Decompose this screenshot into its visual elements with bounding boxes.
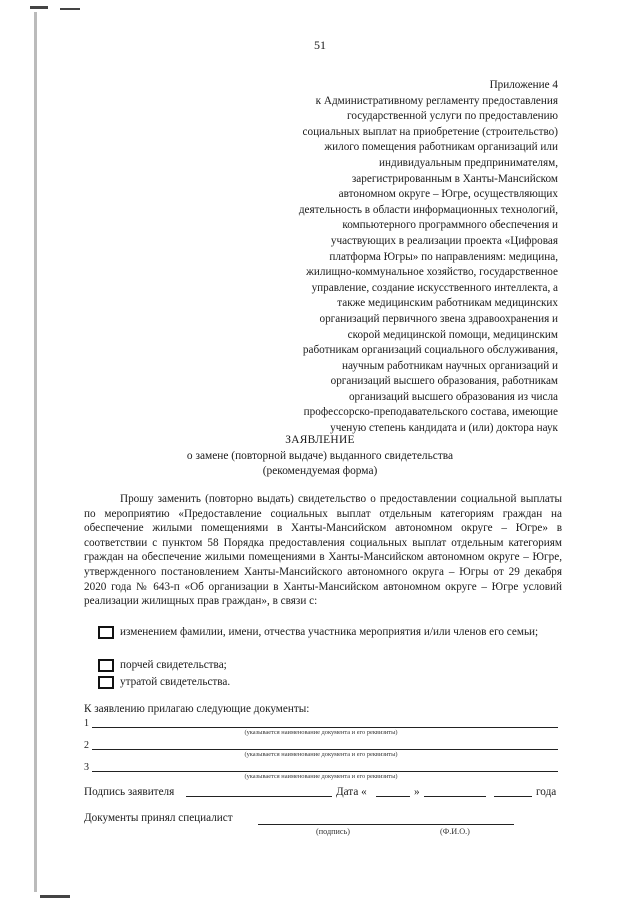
year-label: года <box>536 786 557 798</box>
appendix-line: организаций высшего образования из числа <box>348 390 558 403</box>
appendix-line: индивидуальным предпринимателям, <box>379 156 558 169</box>
option-label: изменением фамилии, имени, отчества участника мероприятия и/или членов его семьи; <box>120 626 539 638</box>
appendix-line: ученую степень кандидата и (или) доктора наук <box>330 422 558 435</box>
document-input-line[interactable] <box>92 771 558 772</box>
appendix-line: жилого помещения работникам организаций или <box>324 141 558 154</box>
option-damage[interactable] <box>98 658 227 672</box>
date-label: Дата « <box>336 786 367 798</box>
form-heading: ЗАЯВЛЕНИЕ <box>285 434 355 446</box>
appendix-header <box>228 78 558 437</box>
date-day-field[interactable] <box>376 796 410 797</box>
appendix-line: Приложение 4 <box>489 79 558 91</box>
document-hint: (указывается наименование документа и его реквизиты) <box>244 773 398 780</box>
appendix-line: научным работникам научных организаций и <box>342 359 558 372</box>
appendix-line: управление, создание искусственного интеллекта, а <box>311 281 558 294</box>
appendix-line: также медицинским работникам медицинских <box>337 297 558 310</box>
appendix-line: зарегистрированным в Ханты-Мансийском <box>351 172 558 185</box>
appendix-line: участвующих в реализации проекта «Цифровая <box>330 234 558 247</box>
document-hint: (указывается наименование документа и его реквизиты) <box>244 751 398 758</box>
document-line-3[interactable] <box>84 760 558 772</box>
date-quote-close: » <box>414 786 420 798</box>
document-input-line[interactable] <box>92 749 558 750</box>
page-number: 51 <box>314 38 326 52</box>
applicant-signature-label: Подпись заявителя <box>84 786 175 798</box>
form-title-block <box>0 433 640 480</box>
appendix-line: скорой медицинской помощи, медицинским <box>347 328 558 341</box>
scan-artifact <box>40 895 70 898</box>
accepted-label: Документы принял специалист <box>84 812 233 824</box>
appendix-line: деятельность в области информационных технологий, <box>298 203 558 216</box>
form-subtitle: о замене (повторной выдаче) выданного свидетельства <box>186 449 454 462</box>
document-hint: (указывается наименование документа и его реквизиты) <box>244 729 398 736</box>
scan-artifact <box>30 6 48 9</box>
request-text: Прошу заменить (повторно выдать) свидетельство о предоставлении социальной выплаты по мероприятию «Предоставление социальных выплат отдельным категориям граждан на обеспечение жилыми помещениями в Ханты-Мансийском автономном округе – Югре» в соответствии с пунктом 58 Порядка предоставления социальных выплат отдельным категориям граждан на обеспечение жилыми помещениями в Ханты-Мансийском автономном округе – Югре, утвержденного постановлением Ханты-Мансийского автономного округа – Югры от 29 декабря 2020 года № 643-п «Об организации в Ханты-Мансийском автономном округе – Югре условий реализации жилищных прав граждан», в связи с: <box>84 493 562 608</box>
document-number: 1 <box>84 718 89 729</box>
signature-hint: (подпись) <box>316 827 350 836</box>
document-line-2[interactable] <box>84 738 558 750</box>
appendix-line: автономном округе – Югре, осуществляющих <box>338 188 558 201</box>
document-input-line[interactable] <box>92 727 558 728</box>
documents-title: К заявлению прилагаю следующие документы: <box>84 703 310 715</box>
date-month-field[interactable] <box>424 796 486 797</box>
form-note: (рекомендуемая форма) <box>262 465 378 477</box>
applicant-signature-field[interactable] <box>186 796 332 797</box>
specialist-field[interactable] <box>258 824 514 825</box>
appendix-line: государственной услуги по предоставлению <box>347 110 558 123</box>
name-hint: (Ф.И.О.) <box>440 827 470 836</box>
signature-row <box>84 784 560 798</box>
appendix-line: компьютерного программного обеспечения и <box>342 219 558 232</box>
option-name-change[interactable] <box>98 625 562 639</box>
option-loss[interactable] <box>98 675 230 689</box>
appendix-line: социальных выплат на приобретение (строительство) <box>302 125 558 138</box>
option-label: порчей свидетельства; <box>120 659 227 671</box>
option-label: утратой свидетельства. <box>120 676 231 688</box>
appendix-line: организаций высшего образования, работникам <box>330 375 558 388</box>
appendix-line: к Административному регламенту предоставления <box>315 94 558 107</box>
document-line-1[interactable] <box>84 716 558 728</box>
document-number: 3 <box>84 762 89 773</box>
checkbox-loss[interactable] <box>98 676 114 689</box>
appendix-line: жилищно-коммунальное хозяйство, государственное <box>306 266 558 279</box>
appendix-line: организаций первичного звена здравоохранения и <box>319 312 558 325</box>
reason-options <box>84 625 562 688</box>
checkbox-name-change[interactable] <box>98 626 114 639</box>
checkbox-damage[interactable] <box>98 659 114 672</box>
document-number: 2 <box>84 740 89 751</box>
appendix-line: платформа Югры» по направлениям: медицина, <box>329 250 558 263</box>
date-year-field[interactable] <box>494 796 532 797</box>
appendix-line: профессорско-преподавательского состава, имеющие <box>303 406 558 419</box>
appendix-line: работникам организаций социального обслуживания, <box>302 344 558 357</box>
scan-artifact <box>60 8 80 10</box>
request-paragraph <box>84 492 562 609</box>
